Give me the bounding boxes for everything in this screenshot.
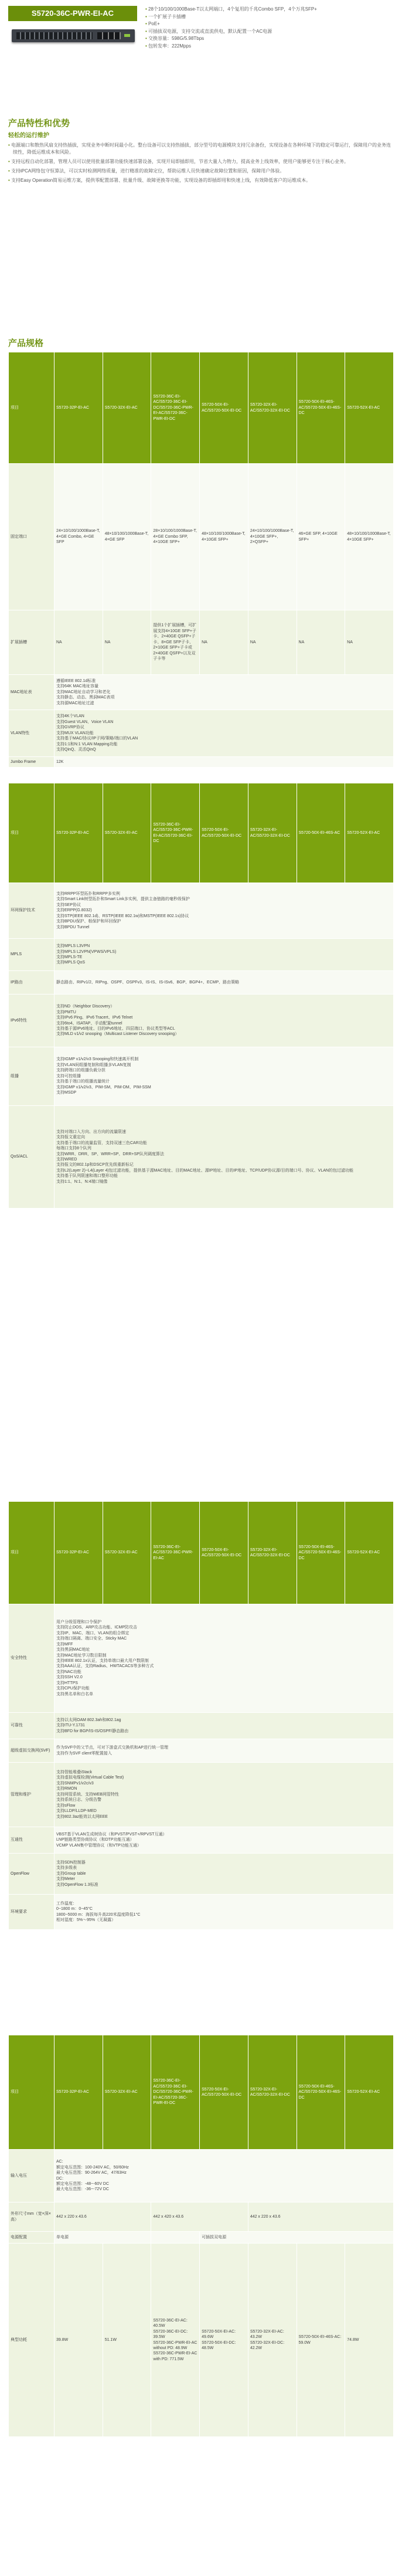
row-label: Jumbo Frame (9, 757, 54, 768)
value-cell: 24×10/100/1000Base-T, 4×10GE SFP+, 2×QSFP+ (248, 464, 297, 610)
value-cell: NA (297, 610, 345, 675)
value-cell: 支持对端口入方向、出方向的流量限速 支持报文重定向 支持基于端口的流量监管，支持双速三色CAR功能 每端口支持8个队列 支持WRR、DRR、SP、WRR+SP、DRR+SP队列调度算法 支持WRED 支持报文的802.1p和DSCP优先级重新标记 支持L2(Layer 2)~L4(Layer 4)包过滤功能，提供基于源MAC地址、目的MAC地址、源IP地址、目的IP地址、TCP/UDP协议源/目的端口号、协议、VLAN的包过滤功能 支持基于队列限速和端口整形功能 支持1:1、N:1、N:4端口镜像 (54, 1106, 394, 1209)
value-cell: 单电源 (54, 2232, 151, 2244)
value-cell: NA (248, 610, 297, 675)
header-cell: S5720-52X-EI-AC (345, 352, 394, 464)
value-cell: 支持ND（Neighbor Discovery） 支持PMTU 支持IPv6 Ping、IPv6 Tracert、IPv6 Telnet 支持6to4、ISATAP、手动配置tunnel 支持基于源IPv6地址、目的IPv6地址、四层端口、协议类型等ACL 支持MLD v1/v2 snooping（Multicast Listener Discovery snooping） (54, 995, 394, 1047)
row-label: 超级虚拟交换网(SVF) (9, 1739, 54, 1763)
product-title: S5720-36C-PWR-EI-AC (8, 6, 137, 21)
value-cell: 提供1个扩展插槽，可扩展支持4×10GE SFP+子卡、2×40GE QSFP+子卡、8×GE SFP子卡、2×10GE SFP+子卡或2×40GE QSFP+以及双子卡等 (151, 610, 200, 675)
hero-bullet: • 28个10/100/1000Base-T以太网端口，4个复用的千兆Combo SFP，4个万兆SFP+ (145, 6, 391, 13)
table-row (9, 1763, 394, 1827)
row-label: 安全特性 (9, 1604, 54, 1713)
table-row (9, 1106, 394, 1209)
row-label: 环网保护技术 (9, 883, 54, 939)
header-cell: 项目 (9, 2035, 54, 2150)
header-cell: S5720-50X-EI-46S-AC/S5720-50X-EI-46S-DC (297, 352, 345, 464)
value-cell: 442 x 220 x 43.6 (248, 2202, 393, 2232)
row-label: 可靠性 (9, 1713, 54, 1739)
row-label: QoS/ACL (9, 1106, 54, 1209)
table-row (9, 610, 394, 675)
table-row (9, 1854, 394, 1895)
spec-table-header (9, 352, 394, 464)
header-cell: S5720-32X-EI-AC/S5720-32X-EI-DC (248, 352, 297, 464)
header-cell: S5720-50X-EI-46S-AC/S5720-50X-EI-46S-DC (297, 2035, 345, 2150)
header-cell: S5720-52X-EI-AC (345, 2035, 394, 2150)
row-label: 输入电压 (9, 2150, 54, 2202)
spec-table-1 (8, 352, 394, 768)
feature-item: • 支持iPCA网络包守恒算法，可以实时检测网络质量，进行精准的故障定位，帮助运维人员快速确定故障位置和原因，保障用户体验。 (8, 168, 394, 175)
header-cell: S5720-32X-EI-AC (103, 783, 151, 883)
header-cell: S5720-32X-EI-AC (103, 352, 151, 464)
header-cell: S5720-32X-EI-AC/S5720-32X-EI-DC (248, 1502, 297, 1604)
value-cell: 74.8W (345, 2244, 394, 2437)
value-cell: S5720-36C-EI-AC: 40.5W S5720-36C-EI-DC: 39.5W S5720-36C-PWR-EI-AC without PD: 48.9W S5720-36C-PWR-EI-AC with PD: 771.5W (151, 2244, 200, 2437)
row-label: 管理和维护 (9, 1763, 54, 1827)
header-cell: 项目 (9, 1502, 54, 1604)
value-cell: NA (345, 610, 394, 675)
row-label: IPv6特性 (9, 995, 54, 1047)
row-label: MAC地址表 (9, 675, 54, 710)
value-cell: 支持IGMP v1/v2/v3 Snooping和快速离开机制 支持VLAN间组播复制和组播多VLAN复制 支持跨端口的组播负载分担 支持可控组播 支持基于端口的组播流量统计 支持IGMP v1/v2/v3、PIM-SM、PIM-DM、PIM-SSM 支持MSDP (54, 1047, 394, 1106)
product-hero (0, 0, 402, 97)
switch-sfp-ports (97, 32, 121, 39)
value-cell: 48×10/100/1000Base-T, 4×GE SFP (103, 464, 151, 610)
value-cell: S5720-32X-EI-AC: 43.2W S5720-32X-EI-DC: 42.2W (248, 2244, 297, 2437)
feature-item: • 支持Easy Operation简易运维方案，提供零配置部署、批量升级、故障更换等功能，实现设备的即插即用和快速上线，有效降低客户的运维成本。 (8, 177, 394, 184)
value-cell: 支持以太网OAM 802.3ah和802.1ag 支持ITU-Y.1731 支持BFD for BGP/IS-IS/OSPF/静态路由 (54, 1713, 394, 1739)
hero-bullet: • 一个扩展子卡插槽 (145, 13, 391, 21)
value-cell: 工作温度： 0~1800 m：0~45°C 1800~5000 m：海拔每升高220米温度降低1°C 相对湿度：5%～95%（无凝露） (54, 1895, 394, 1930)
table-row (9, 883, 394, 939)
header-cell: S5720-32X-EI-AC (103, 2035, 151, 2150)
table-row (9, 995, 394, 1047)
header-cell: S5720-32X-EI-AC/S5720-32X-EI-DC (248, 2035, 297, 2150)
switch-rj45-ports (16, 32, 93, 39)
hero-bullet: • 包转发率：222Mpps (145, 43, 391, 50)
value-cell: 遵循IEEE 802.1d标准 支持64K MAC地址容量 支持MAC地址自动学习和老化 支持静态、动态、黑洞MAC表项 支持源MAC地址过滤 (54, 675, 394, 710)
spec-table-header (9, 2035, 394, 2150)
value-cell: 12K (54, 757, 394, 768)
feature-item: • 电源端口和散热风扇支持热插拔，实现业务中断时间最小化。整台设备可以支持热插拔，部分型号的电源模块支持冗余备份，实现设备在各种环境下的稳定可靠运行，保障用户的业务连续性，降低运维成本和风险。 (8, 142, 394, 156)
header-cell: S5720-50X-EI-AC/S5720-50X-EI-DC (200, 352, 248, 464)
spec-table-2 (8, 783, 394, 1209)
table-row (9, 675, 394, 710)
features-heading: 产品特性和优势 (8, 118, 70, 128)
switch-product-image (12, 29, 135, 42)
value-cell: 39.8W (54, 2244, 103, 2437)
table-row (9, 710, 394, 757)
header-cell: S5720-50X-EI-46S-AC/S5720-50X-EI-46S-DC (297, 1502, 345, 1604)
header-cell: S5720-50X-EI-AC/S5720-50X-EI-DC (200, 783, 248, 883)
row-label: MPLS (9, 939, 54, 971)
spec-heading: 产品规格 (8, 338, 44, 348)
value-cell: S5720-50X-EI-AC: 49.6W S5720-50X-EI-DC: 48.5W (200, 2244, 248, 2437)
header-cell: S5720-32X-EI-AC (103, 1502, 151, 1604)
value-cell: NA (103, 610, 151, 675)
value-cell: 24×10/100/1000Base-T, 4×GE Combo, 4×GE SFP (54, 464, 103, 610)
value-cell: 48×10/100/1000Base-T, 4×10GE SFP+ (345, 464, 394, 610)
value-cell: 48×10/100/1000Base-T, 4×10GE SFP+ (200, 464, 248, 610)
value-cell: S5720-50X-EI-46S-AC: 59.0W (297, 2244, 345, 2437)
table-row (9, 2244, 394, 2437)
switch-status-led (124, 34, 130, 37)
header-cell: S5720-32P-EI-AC (54, 2035, 103, 2150)
row-label: 组播 (9, 1047, 54, 1106)
table-row (9, 1739, 394, 1763)
header-cell: 项目 (9, 352, 54, 464)
value-cell: 51.1W (103, 2244, 151, 2437)
row-label: 外形尺寸mm（宽×深×高） (9, 2202, 54, 2232)
hero-bullet: • 可插拔双电源，支持交流或直流供电，默认配置一个AC电源 (145, 28, 391, 35)
table-row (9, 2150, 394, 2202)
value-cell: 28×10/100/1000Base-T, 4×GE Combo SFP, 4×10GE SFP+ (151, 464, 200, 610)
value-cell: 46×GE SFP, 4×10GE SFP+ (297, 464, 345, 610)
value-cell: NA (54, 610, 103, 675)
table-row (9, 464, 394, 610)
value-cell: 支持智能堆叠iStack 支持虚拟电缆检测(Virtual Cable Test) 支持SNMPv1/v2c/v3 支持RMON 支持网管系统、支持WEB网管特性 支持系统日志、分级告警 支持sFlow 支持LLDP/LLDP-MED 支持802.3az能效以太网EEE (54, 1763, 394, 1827)
table-row (9, 1604, 394, 1713)
value-cell: 作为SVF中的父节点，可对下游盒式交换机和AP进行统一管理 支持作为SVF client零配置接入 (54, 1739, 394, 1763)
table-row (9, 1827, 394, 1854)
header-cell: S5720-32P-EI-AC (54, 783, 103, 883)
table-row (9, 1895, 394, 1930)
header-cell: S5720-32P-EI-AC (54, 1502, 103, 1604)
header-cell: S5720-32X-EI-AC/S5720-32X-EI-DC (248, 783, 297, 883)
table-row (9, 1713, 394, 1739)
features-list (8, 142, 394, 186)
spec-table-3 (8, 1501, 394, 1930)
header-cell: 项目 (9, 783, 54, 883)
value-cell: NA (200, 610, 248, 675)
hero-bullet: • 交换容量：598G/5.98Tbps (145, 35, 391, 42)
spec-table-4 (8, 2035, 394, 2437)
value-cell: VBST基于VLAN生成树协议（和PVST/PVST+/RPVST互通） LNP链路类型协商协议（和DTP功能互通） VCMP VLAN集中管理协议（和VTP功能互通） (54, 1827, 394, 1854)
header-cell: S5720-32P-EI-AC (54, 352, 103, 464)
value-cell: 可插拔双电源 (200, 2232, 394, 2244)
table-row (9, 971, 394, 995)
table-row (9, 939, 394, 971)
value-cell: 支持4K个VLAN 支持Guest VLAN、Voice VLAN 支持GVRP协议 支持MUX VLAN功能 支持基于MAC/协议/IP子网/策略/端口的VLAN 支持1:1和N:1 VLAN Mapping功能 支持QinQ、灵活QinQ (54, 710, 394, 757)
header-cell: S5720-52X-EI-AC (345, 783, 394, 883)
header-cell: S5720-36C-EI-AC/S5720-36C-PWR-EI-AC (151, 1502, 200, 1604)
row-label: 扩展插槽 (9, 610, 54, 675)
row-label: 环境要求 (9, 1895, 54, 1930)
row-label: 互通性 (9, 1827, 54, 1854)
header-cell: S5720-36C-EI-AC/S5720-36C-EI-DC/S5720-36C-PWR-EI-AC/S5720-36C-PWR-EI-DC (151, 352, 200, 464)
value-cell: 支持SDN控制器 支持多级表 支持Group table 支持Meter 支持OpenFlow 1.3标准 (54, 1854, 394, 1895)
row-label: 电源配置 (9, 2232, 54, 2244)
row-label: OpenFlow (9, 1854, 54, 1895)
value-cell: AC: 额定电压范围：100-240V AC，50/60Hz 最大电压范围：90-264V AC，47/63Hz DC: 额定电压范围：-48~-60V DC 最大电压范围：-36~-72V DC (54, 2150, 394, 2202)
header-cell: S5720-50X-EI-AC/S5720-50X-EI-DC (200, 2035, 248, 2150)
table-row (9, 2202, 394, 2232)
row-label: IP路由 (9, 971, 54, 995)
table-row (9, 1047, 394, 1106)
value-cell: 支持MPLS L3VPN 支持MPLS L2VPN(VPWS/VPLS) 支持MPLS-TE 支持MPLS QoS (54, 939, 394, 971)
table-row (9, 2232, 394, 2244)
row-label: 典型功耗 (9, 2244, 54, 2437)
value-cell (151, 2232, 200, 2244)
hero-bullet: • PoE+ (145, 21, 391, 28)
header-cell: S5720-36C-EI-AC/S5720-36C-PWR-EI-AC/S5720-36C-EI-DC (151, 783, 200, 883)
value-cell: 用户分级管理和口令保护 支持防止DOS、ARP攻击功能、ICMP防攻击 支持IP、MAC、端口、VLAN的组合绑定 支持端口隔离、端口安全、Sticky MAC 支持MFF 支持黑洞MAC地址 支持MAC地址学习数目限制 支持IEEE 802.1x认证，支持单端口最大用户数限制 支持AAA认证，支持Radius、HWTACACS等多种方式 支持NAC功能 支持SSH V2.0 支持HTTPS 支持CPU保护功能 支持黑名单和白名单 (54, 1604, 394, 1713)
value-cell: 支持RRPP环型拓扑和RRPP多实例 支持Smart Link树型拓扑和Smart Link多实例，提供主备链路的毫秒级保护 支持SEP协议 支持ERPP(G.8032) 支持STP(IEEE 802.1d)、RSTP(IEEE 802.1w)和MSTP(IEEE 802.1s)协议 支持BPDU保护、根保护和环回保护 支持BPDU Tunnel (54, 883, 394, 939)
header-cell: S5720-36C-EI-AC/S5720-36C-EI-DC/S5720-36C-PWR-EI-AC/S5720-36C-PWR-EI-DC (151, 2035, 200, 2150)
features-subheading: 轻松的运行维护 (8, 133, 49, 139)
value-cell: 442 x 220 x 43.6 (54, 2202, 151, 2232)
hero-feature-list (145, 6, 391, 50)
row-label: VLAN特性 (9, 710, 54, 757)
feature-item: • 支持远程自动化部署，管理人员可以使用批量部署功能快速部署设备，实现开局即插即用，节省大量人力物力，提高业务上线效率，使用户能够更专注于核心业务。 (8, 158, 394, 165)
spec-table-header (9, 1502, 394, 1604)
header-cell: S5720-52X-EI-AC (345, 1502, 394, 1604)
value-cell: 442 x 420 x 43.6 (151, 2202, 248, 2232)
value-cell: 静态路由、RIPv1/2、RIPng、OSPF、OSPFv3、IS-IS、IS-ISv6、BGP、BGP4+、ECMP、路由策略 (54, 971, 394, 995)
header-cell: S5720-50X-EI-46S-AC (297, 783, 345, 883)
table-row (9, 757, 394, 768)
row-label: 固定端口 (9, 464, 54, 610)
header-cell: S5720-50X-EI-AC/S5720-50X-EI-DC (200, 1502, 248, 1604)
spec-table-header (9, 783, 394, 883)
